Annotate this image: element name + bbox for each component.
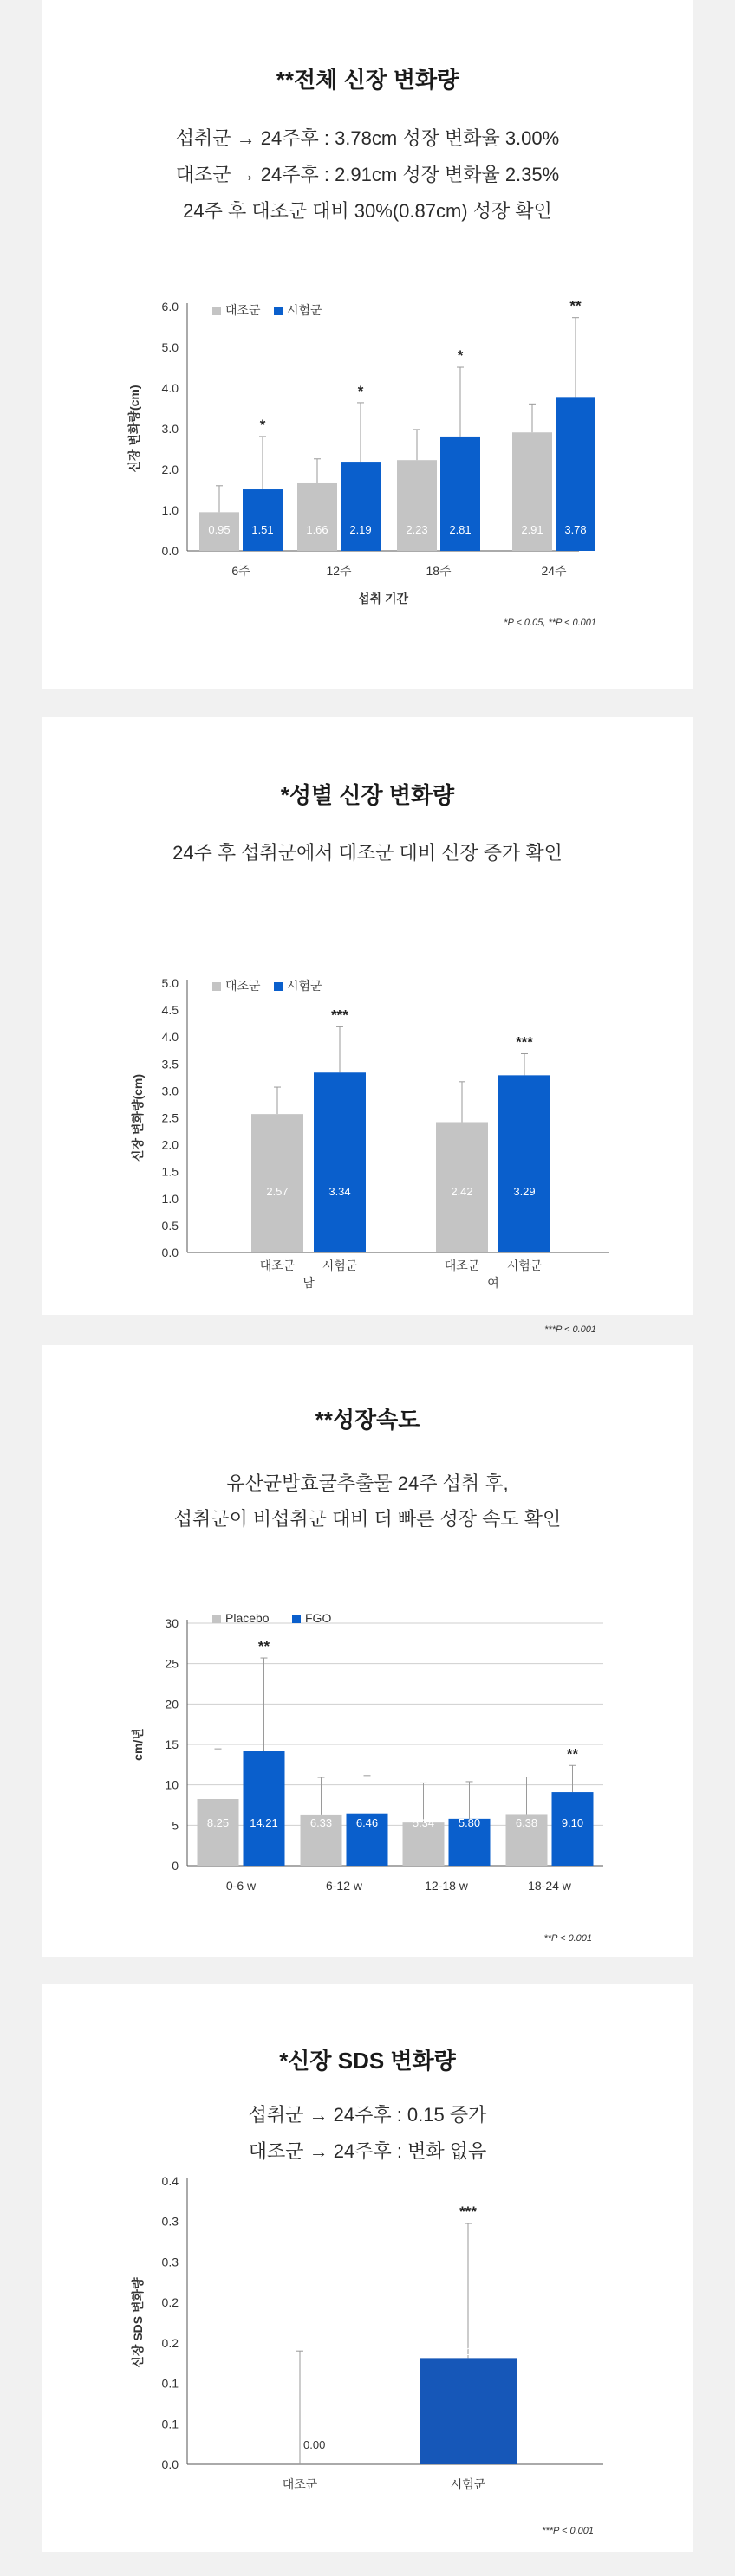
section-title: **성장속도: [315, 1407, 420, 1433]
y-tick-label: 2.0: [161, 1137, 179, 1152]
x-tick-label: 12주: [326, 564, 352, 578]
y-tick-label: 3.5: [161, 1057, 179, 1071]
y-tick-label: 0.1: [161, 2376, 179, 2391]
y-tick-label: 0.0: [161, 544, 179, 558]
section-total-height-change: [42, 0, 693, 689]
y-axis-title: 신장 변화량(cm): [127, 385, 141, 473]
y-tick-label: 20: [165, 1697, 179, 1712]
x-tick-label: 6-12 w: [325, 1879, 363, 1893]
bar-value-label: 0.00: [303, 2438, 326, 2451]
bar-value-label: 0.15: [457, 2345, 479, 2358]
x-tick-label: 시험군: [450, 2477, 486, 2491]
legend-label: 시험군: [287, 979, 322, 993]
y-axis-title: 신장 SDS 변화량: [131, 2277, 145, 2368]
y-tick-label: 1.0: [161, 503, 179, 517]
y-tick-label: 6.0: [161, 300, 179, 314]
bar-label: 시험군: [322, 1259, 358, 1272]
significance-mark: **: [566, 1745, 579, 1763]
bar-control: [198, 1799, 239, 1866]
summary-line-2: 섭취군이 비섭취군 대비 더 빠른 성장 속도 확인: [173, 1508, 562, 1530]
significance-mark: **: [257, 1638, 270, 1655]
bar-value-label: 3.78: [564, 523, 587, 536]
y-tick-label: 2.0: [161, 463, 179, 476]
bar-value-label: 0.95: [208, 523, 231, 536]
bar-value-label: 3.34: [328, 1185, 351, 1198]
x-tick-label: 6주: [231, 564, 250, 578]
y-tick-label: 1.5: [161, 1164, 179, 1179]
bar-value-label: 5.34: [412, 1816, 435, 1829]
y-tick-label: 2.5: [161, 1110, 179, 1125]
x-tick-label: 12-18 w: [425, 1879, 468, 1893]
y-tick-label: 4.0: [161, 1030, 179, 1045]
bar-control: [251, 1114, 303, 1252]
y-tick-label: 4.5: [161, 1003, 179, 1018]
height-change-by-sex-chart: [42, 925, 693, 1335]
significance-mark: ***: [331, 1006, 348, 1024]
bar-control: [297, 483, 337, 551]
bar-value-label: 2.57: [266, 1185, 289, 1198]
y-tick-label: 3.0: [161, 422, 179, 436]
bar-value-label: 3.29: [513, 1185, 536, 1198]
y-tick-label: 0.3: [161, 2255, 179, 2269]
y-tick-label: 0: [172, 1859, 179, 1873]
bar-value-label: 2.19: [349, 523, 372, 536]
bar-value-label: 5.80: [458, 1816, 481, 1829]
y-axis-title: cm/년: [131, 1728, 145, 1761]
summary-line-3: 24주 후 대조군 대비 30%(0.87cm) 성장 확인: [183, 200, 552, 222]
bar-label: 대조군: [259, 1259, 296, 1272]
footnote: **P < 0.001: [543, 1933, 592, 1944]
x-tick-label: 18주: [426, 564, 452, 578]
y-tick-label: 0.0: [161, 2457, 179, 2471]
significance-mark: *: [357, 382, 364, 399]
legend-swatch: [212, 307, 221, 315]
y-tick-label: 15: [165, 1738, 179, 1751]
footnote: ***P < 0.001: [544, 1324, 596, 1335]
y-tick-label: 0.5: [161, 1218, 179, 1233]
summary-line-1: 섭취군 → 24주후 : 3.78cm 성장 변화율 3.00%: [175, 127, 560, 149]
growth-velocity-chart: [42, 1559, 693, 1944]
bar-test: [341, 462, 381, 551]
section-title: **전체 신장 변화량: [276, 67, 459, 93]
bar-value-label: 8.25: [206, 1816, 230, 1829]
summary-line-1: 섭취군 → 24주후 : 0.15 증가: [248, 2104, 487, 2126]
y-tick-label: 4.0: [161, 381, 179, 395]
x-tick-label: 24주: [541, 564, 567, 578]
summary-line-1: 24주 후 섭취군에서 대조군 대비 신장 증가 확인: [172, 842, 563, 864]
significance-mark: *: [457, 347, 464, 365]
bar-control: [397, 460, 437, 551]
significance-mark: ***: [516, 1033, 533, 1051]
x-axis-title: 섭취 기간: [358, 592, 408, 605]
x-tick-label: 대조군: [282, 2477, 318, 2491]
y-tick-label: 1.0: [161, 1191, 179, 1206]
x-tick-label: 18-24 w: [528, 1879, 571, 1893]
bar-test: [243, 489, 283, 551]
summary-line-2: 대조군 → 24주후 : 변화 없음: [248, 2140, 487, 2162]
group-label: 여: [487, 1276, 499, 1290]
bar-value-label: 1.66: [306, 523, 328, 536]
legend-label: 시험군: [287, 303, 322, 317]
legend-label: 대조군: [225, 303, 261, 317]
bar-test: [244, 1751, 285, 1866]
bar-value-label: 2.42: [451, 1185, 473, 1198]
bar-value-label: 2.23: [406, 523, 428, 536]
footnote: ***P < 0.001: [542, 2526, 594, 2536]
legend-label: Placebo: [225, 1611, 270, 1625]
y-tick-label: 30: [165, 1616, 179, 1630]
y-tick-label: 3.0: [161, 1084, 179, 1098]
legend-swatch: [212, 982, 221, 991]
y-tick-label: 0.2: [161, 2335, 179, 2350]
section-height-change-by-sex: [42, 717, 693, 1335]
bar-value-label: 2.81: [449, 523, 472, 536]
y-tick-label: 10: [165, 1777, 179, 1792]
significance-mark: **: [569, 297, 582, 314]
y-tick-label: 0.1: [161, 2417, 179, 2431]
bar-value-label: 6.33: [309, 1816, 333, 1829]
y-tick-label: 5.0: [161, 340, 179, 354]
legend-swatch: [274, 982, 283, 991]
bar-test: [498, 1075, 550, 1252]
legend-label: FGO: [305, 1611, 332, 1625]
section-title: *신장 SDS 변화량: [279, 2048, 456, 2074]
legend-swatch: [292, 1615, 301, 1623]
bar-value-label: 2.91: [521, 523, 543, 536]
section-growth-velocity: [42, 1345, 693, 1957]
footnote: *P < 0.05, **P < 0.001: [504, 618, 596, 628]
legend-label: 대조군: [225, 979, 261, 993]
y-tick-label: 0.0: [161, 1246, 179, 1259]
y-tick-label: 0.2: [161, 2295, 179, 2310]
legend-swatch: [212, 1615, 221, 1623]
bar-value-label: 9.10: [561, 1816, 584, 1829]
bar-value-label: 14.21: [250, 1816, 278, 1829]
y-tick-label: 25: [165, 1656, 179, 1671]
bar-value-label: 1.51: [251, 523, 274, 536]
significance-mark: *: [259, 416, 266, 433]
section-height-sds-change: [42, 1984, 693, 2552]
bar-label: 대조군: [444, 1259, 480, 1272]
bar-value-label: 6.46: [355, 1816, 379, 1829]
summary-line-1: 유산균발효굴추출물 24주 섭취 후,: [226, 1472, 509, 1494]
height-sds-change-chart: [42, 2174, 693, 2547]
significance-mark: ***: [459, 2204, 477, 2221]
section-title: *성별 신장 변화량: [280, 782, 455, 808]
legend-swatch: [274, 307, 283, 315]
y-tick-label: 0.4: [161, 2174, 179, 2188]
bar-value-label: 6.38: [515, 1816, 538, 1829]
x-tick-label: 0-6 w: [225, 1879, 257, 1893]
bar-test: [314, 1072, 366, 1252]
bar-test: [420, 2358, 517, 2464]
total-height-change-chart: [42, 286, 693, 632]
group-label: 남: [302, 1276, 315, 1290]
bar-label: 시험군: [506, 1259, 543, 1272]
y-tick-label: 0.3: [161, 2214, 179, 2229]
y-tick-label: 5.0: [161, 976, 179, 990]
y-axis-title: 신장 변화량(cm): [131, 1073, 145, 1162]
summary-line-2: 대조군 → 24주후 : 2.91cm 성장 변화율 2.35%: [175, 164, 560, 185]
y-tick-label: 5: [172, 1818, 179, 1833]
